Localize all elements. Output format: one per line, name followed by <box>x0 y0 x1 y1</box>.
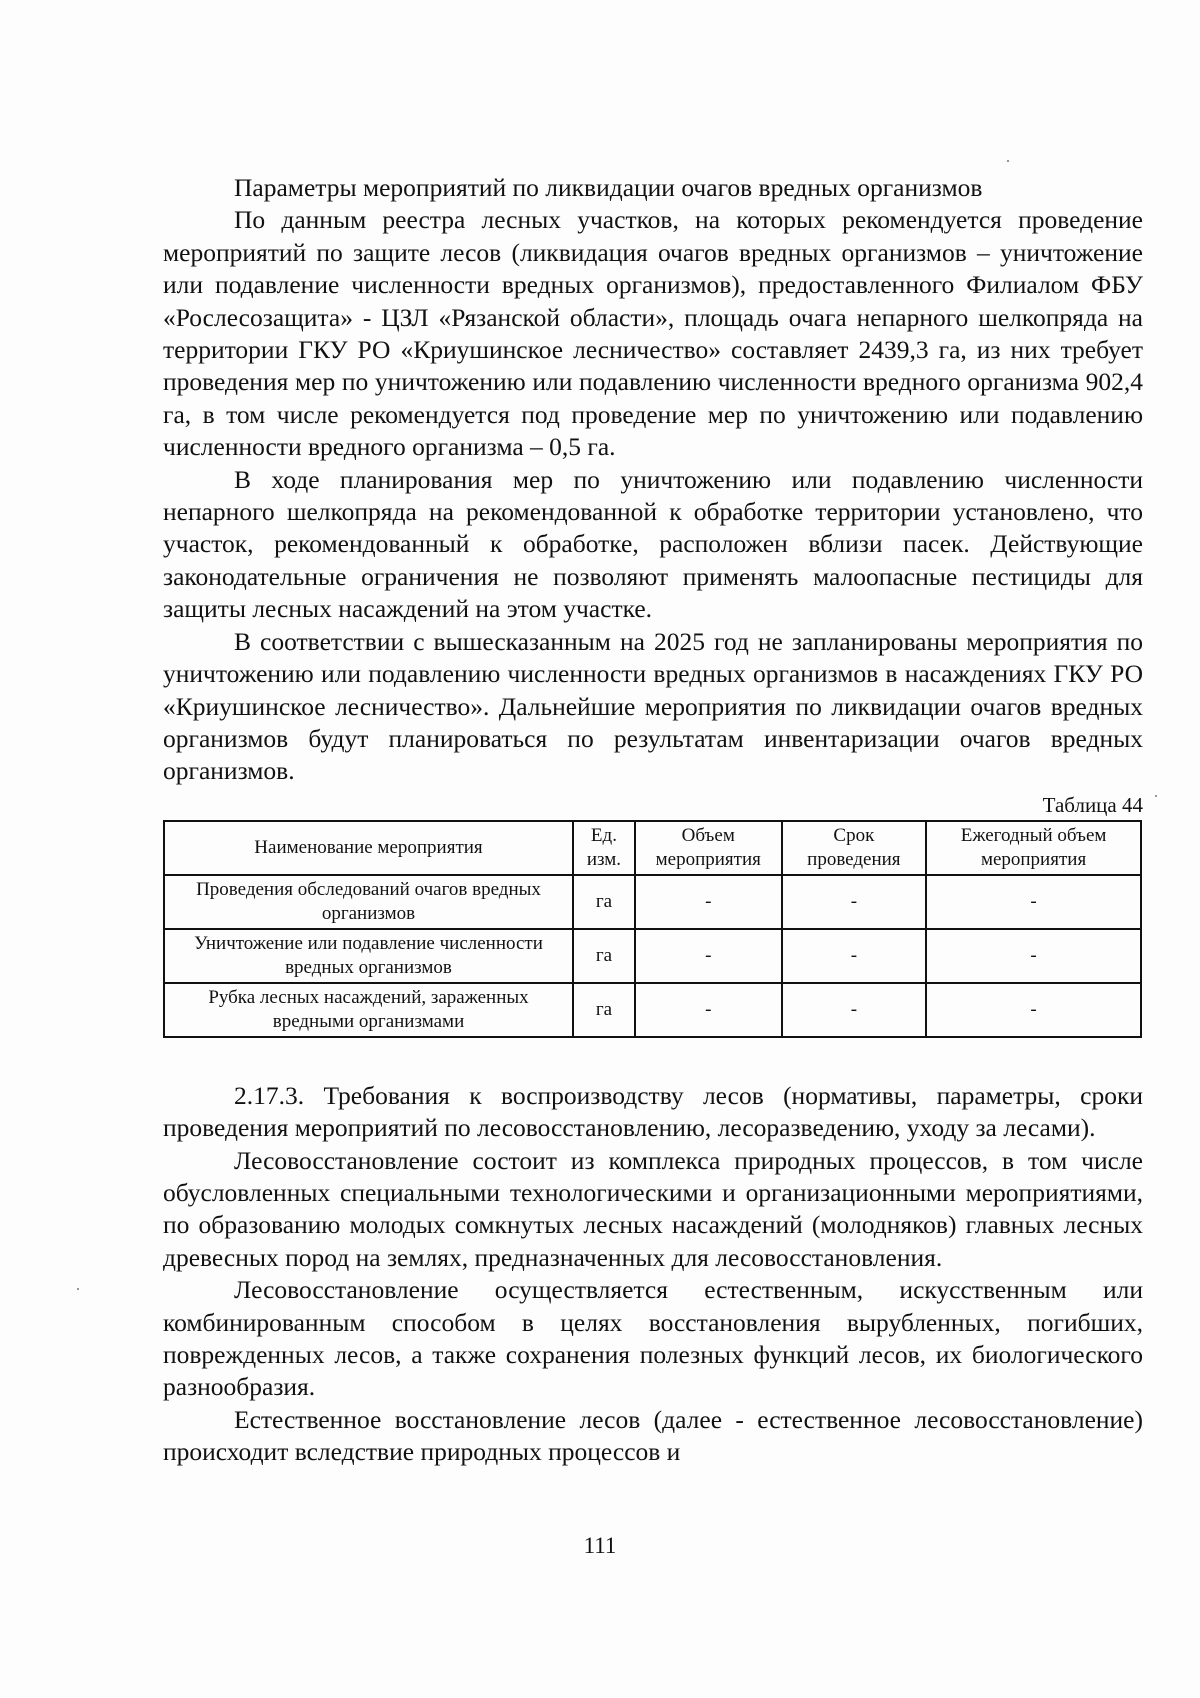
paragraph: В ходе планирования мер по уничтожению или подавлению численности непарного шелкопряда на рекомендованной к обработке территории установлено, что участок, рекомендованный к обработке, расположен вблизи пасек. Действующие законодательные ограничения не позволяют применять малоопасные пестициды для защиты лесных насаждений на этом участке. <box>163 464 1143 624</box>
table-row <box>164 983 1141 1037</box>
page-number: 111 <box>583 1533 617 1558</box>
table-cell: Уничтожение или подавление численности вредных организмов <box>164 929 573 983</box>
table-cell: - <box>782 929 927 983</box>
paragraph: Лесовосстановление осуществляется естественным, искусственным или комбинированным способом в целях восстановления вырубленных, погибших, поврежденных лесов, а также сохранения полезных функций лесов, их биологического разнообразия. <box>163 1275 1143 1402</box>
measures-table <box>163 820 1142 1038</box>
table-cell: Проведения обследований очагов вредных организмов <box>164 875 573 929</box>
table-row <box>164 929 1141 983</box>
scan-speck <box>1007 160 1009 162</box>
table-cell: - <box>635 929 782 983</box>
scan-speck <box>77 1288 79 1290</box>
table-caption: Таблица 44 <box>1042 792 1143 817</box>
section-title-paragraph: 2.17.3. Требования к воспроизводству лесов (нормативы, параметры, сроки проведения мероприятий по лесовосстановлению, лесоразведению, уходу за лесами). <box>163 1080 1143 1143</box>
table-cell: - <box>635 875 782 929</box>
table-cell: га <box>573 875 635 929</box>
table-row <box>164 875 1141 929</box>
column-header: Срок проведения <box>782 821 927 875</box>
paragraph: По данным реестра лесных участков, на которых рекомендуется проведение мероприятий по защите лесов (ликвидация очагов вредных организмов – уничтожение или подавление численности вредных организмов), предоставленного Филиалом ФБУ «Рослесозащита» - ЦЗЛ «Рязанской области», площадь очага непарного шелкопряда на территории ГКУ РО «Криушинское лесничество» составляет 2439,3 га, из них требует проведения мер по уничтожению или подавлению численности вредного организма 902,4 га, в том числе рекомендуется под проведение мер по уничтожению или подавлению численности вредного организма – 0,5 га. <box>163 205 1143 462</box>
section-heading: Параметры мероприятий по ликвидации очагов вредных организмов <box>234 173 983 202</box>
paragraph: В соответствии с вышесказанным на 2025 год не запланированы мероприятия по уничтожению или подавлению численности вредных организмов в насаждениях ГКУ РО «Криушинское лесничество». Дальнейшие мероприятия по ликвидации очагов вредных организмов будут планироваться по результатам инвентаризации очагов вредных организмов. <box>163 626 1143 786</box>
table-cell: га <box>573 983 635 1037</box>
document-body <box>163 172 1143 1469</box>
table-cell: Рубка лесных насаждений, зараженных вредными организмами <box>164 983 573 1037</box>
scan-speck <box>1155 795 1157 797</box>
table-cell: - <box>926 983 1141 1037</box>
table-cell: - <box>635 983 782 1037</box>
table-cell: га <box>573 929 635 983</box>
paragraph: Естественное восстановление лесов (далее - естественное лесовосстановление) происходит вследствие природных процессов и <box>163 1404 1143 1467</box>
column-header: Объем мероприятия <box>635 821 782 875</box>
table-cell: - <box>926 929 1141 983</box>
table-header-row <box>164 821 1141 875</box>
column-header: Ед. изм. <box>573 821 635 875</box>
table-cell: - <box>926 875 1141 929</box>
column-header: Ежегодный объем мероприятия <box>926 821 1141 875</box>
paragraph: Лесовосстановление состоит из комплекса природных процессов, в том числе обусловленных специальными технологическими и организационными мероприятиями, по образованию молодых сомкнутых лесных насаждений (молодняков) главных лесных древесных пород на землях, предназначенных для лесовосстановления. <box>163 1145 1143 1272</box>
column-header: Наименование мероприятия <box>164 821 573 875</box>
table-cell: - <box>782 983 927 1037</box>
table-cell: - <box>782 875 927 929</box>
